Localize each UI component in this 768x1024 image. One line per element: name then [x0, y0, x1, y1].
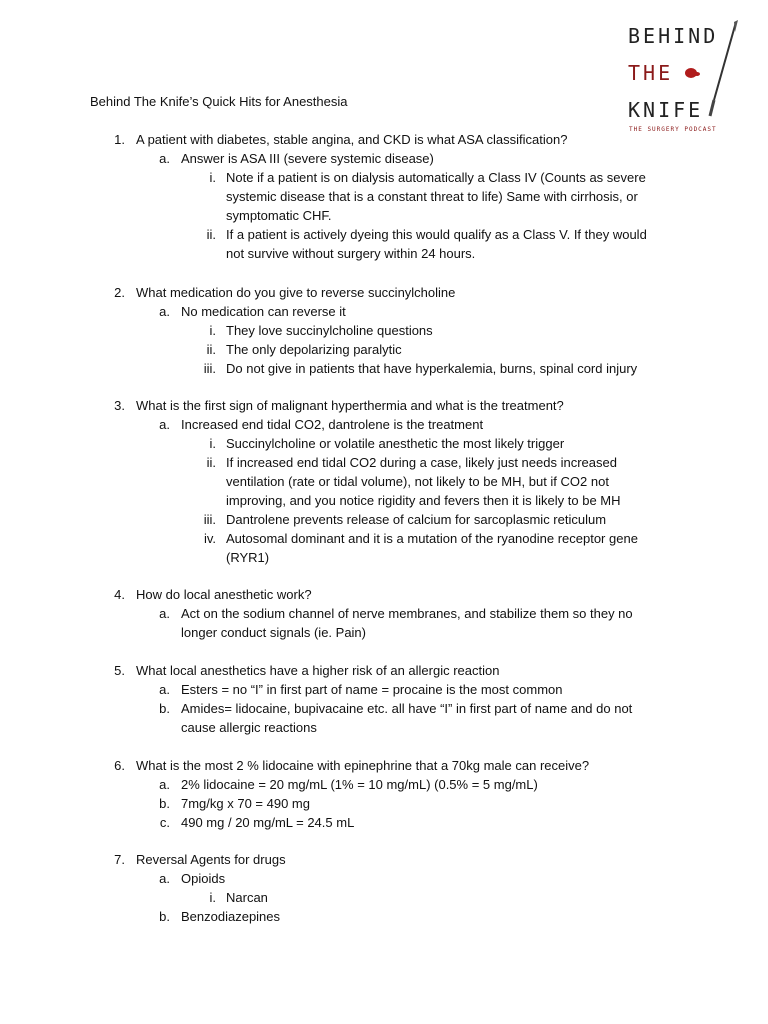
question-number: 2.: [114, 285, 125, 300]
blood-drop-icon: [683, 66, 701, 80]
answer-text: Increased end tidal CO2, dantrolene is the treatment: [181, 417, 484, 432]
question-number: 6.: [114, 758, 125, 773]
question-text: What is the first sign of malignant hyperthermia and what is the treatment?: [136, 398, 564, 413]
note-text: Succinylcholine or volatile anesthetic the most likely trigger: [226, 436, 565, 451]
question-number: 5.: [114, 663, 125, 678]
note-text: Autosomal dominant and it is a mutation of the ryanodine receptor gene: [226, 531, 638, 546]
note-marker: iv.: [203, 531, 216, 546]
question-number: 1.: [114, 132, 125, 147]
answer-text: 490 mg / 20 mg/mL = 24.5 mL: [181, 815, 355, 830]
note-marker: ii.: [206, 227, 216, 242]
question-text: What is the most 2 % lidocaine with epinephrine that a 70kg male can receive?: [136, 758, 590, 773]
note-text: (RYR1): [226, 550, 270, 565]
note-text: Narcan: [226, 890, 268, 905]
answer-marker: b.: [159, 701, 170, 716]
note-text: If increased end tidal CO2 during a case, likely just needs increased: [226, 455, 617, 470]
note-text: The only depolarizing paralytic: [226, 342, 402, 357]
note-marker: i.: [209, 170, 216, 185]
answer-text: longer conduct signals (ie. Pain): [181, 625, 366, 640]
question-text: A patient with diabetes, stable angina, and CKD is what ASA classification?: [136, 132, 568, 147]
note-marker: i.: [209, 890, 216, 905]
note-text: Do not give in patients that have hyperkalemia, burns, spinal cord injury: [226, 361, 638, 376]
note-text: symptomatic CHF.: [226, 208, 332, 223]
answer-text: 2% lidocaine = 20 mg/mL (1% = 10 mg/mL) (0.5% = 5 mg/mL): [181, 777, 538, 792]
question-text: What medication do you give to reverse succinylcholine: [136, 285, 456, 300]
note-text: Note if a patient is on dialysis automatically a Class IV (Counts as severe: [226, 170, 646, 185]
note-text: If a patient is actively dyeing this would qualify as a Class V. If they would: [226, 227, 647, 242]
note-marker: ii.: [206, 455, 216, 470]
document-title: Behind The Knife’s Quick Hits for Anesthesia: [90, 94, 348, 109]
answer-marker: b.: [159, 909, 170, 924]
question-text: Reversal Agents for drugs: [136, 852, 286, 867]
note-text: ventilation (rate or tidal volume), not likely to be MH, but if CO2 not: [226, 474, 609, 489]
answer-text: Opioids: [181, 871, 226, 886]
note-marker: iii.: [203, 512, 216, 527]
question-number: 3.: [114, 398, 125, 413]
logo-text-the: THE: [628, 61, 674, 85]
question-text: How do local anesthetic work?: [136, 587, 312, 602]
question-number: 4.: [114, 587, 125, 602]
logo-tagline: THE SURGERY PODCAST: [629, 126, 717, 133]
answer-text: Answer is ASA III (severe systemic disease): [181, 151, 434, 166]
answer-marker: c.: [159, 815, 170, 830]
question-number: 7.: [114, 852, 125, 867]
answer-marker: a.: [159, 417, 170, 432]
answer-marker: a.: [159, 682, 170, 697]
answer-marker: a.: [159, 606, 170, 621]
note-text: Dantrolene prevents release of calcium for sarcoplasmic reticulum: [226, 512, 607, 527]
answer-text: Esters = no “I” in first part of name = procaine is the most common: [181, 682, 563, 697]
answer-text: 7mg/kg x 70 = 490 mg: [181, 796, 310, 811]
answer-marker: a.: [159, 304, 170, 319]
answer-marker: a.: [159, 777, 170, 792]
answer-marker: a.: [159, 151, 170, 166]
answer-text: Act on the sodium channel of nerve membranes, and stabilize them so they no: [181, 606, 633, 621]
note-marker: i.: [209, 323, 216, 338]
answer-text: No medication can reverse it: [181, 304, 346, 319]
note-marker: iii.: [203, 361, 216, 376]
note-marker: i.: [209, 436, 216, 451]
answer-text: Amides= lidocaine, bupivacaine etc. all have “I” in first part of name and do not: [181, 701, 633, 716]
note-text: not survive without surgery within 24 hours.: [226, 246, 476, 261]
answer-text: cause allergic reactions: [181, 720, 317, 735]
answer-marker: a.: [159, 871, 170, 886]
logo-text-knife: KNIFE: [628, 98, 704, 122]
note-text: improving, and you notice rigidity and fevers then it is likely to be MH: [226, 493, 621, 508]
note-marker: ii.: [206, 342, 216, 357]
note-text: They love succinylcholine questions: [226, 323, 433, 338]
answer-marker: b.: [159, 796, 170, 811]
question-text: What local anesthetics have a higher risk of an allergic reaction: [136, 663, 500, 678]
answer-text: Benzodiazepines: [181, 909, 281, 924]
note-text: systemic disease that is a constant threat to life) Same with cirrhosis, or: [226, 189, 638, 204]
logo-text-behind: BEHIND: [628, 24, 719, 48]
behind-the-knife-logo: [628, 18, 748, 138]
